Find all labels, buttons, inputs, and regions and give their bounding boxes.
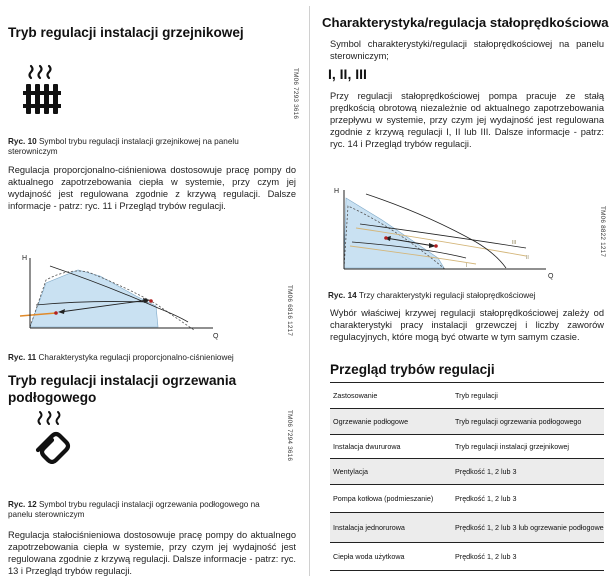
- figure-11-number: Ryc. 11: [8, 353, 37, 362]
- table-cell: Wentylacja: [330, 459, 452, 485]
- figure-14-curve-label-iii: III: [512, 240, 517, 246]
- table-cell: Tryb regulacji ogrzewania podłogowego: [452, 409, 604, 435]
- table-cell: Prędkość 1, 2 lub 3: [452, 485, 604, 513]
- table-row: [330, 543, 604, 571]
- table-row: [330, 383, 604, 409]
- right-column: [322, 0, 609, 584]
- section-body-constant-speed-2: Wybór właściwej krzywej regulacji stałoprędkościowej zależy od charakterystyki pracy instalacji grzewczej i liczby zaworów regulacyjnych, które mogą być otwarte w tym samym czasie.: [330, 308, 604, 342]
- constant-speed-symbol-text: Symbol charakterystyki/regulacji stałoprędkościowej na panelu sterowniczym;: [330, 39, 604, 61]
- figure-14-caption: [328, 291, 606, 301]
- figure-14-chart: [326, 184, 576, 280]
- section-title-floor-heating: Tryb regulacji instalacji ogrzewania podłogowego: [8, 373, 237, 405]
- table-row: [330, 435, 604, 459]
- section-title-radiator: Tryb regulacji instalacji grzejnikowej: [8, 25, 244, 40]
- figure-14-code: TM06 8822 1217: [599, 206, 606, 258]
- table-row: [330, 513, 604, 543]
- overview-title: Przegląd trybów regulacji: [330, 362, 495, 377]
- table-cell: Pompa kotłowa (podmieszanie): [330, 485, 452, 513]
- table-cell: Instalacja jednorurowa: [330, 513, 452, 543]
- table-cell-header: Tryb regulacji: [452, 383, 604, 409]
- left-column: [8, 0, 299, 584]
- figure-14-curve-label-ii: II: [526, 255, 529, 261]
- table-row: [330, 409, 604, 435]
- figure-12-code: TM06 7294 3616: [286, 410, 293, 462]
- figure-11-text: Charakterystyka regulacji proporcjonalno-ciśnieniowej: [38, 353, 234, 362]
- table-cell: Ciepła woda użytkowa: [330, 543, 452, 571]
- figure-14-number: Ryc. 14: [328, 291, 357, 300]
- section-body-radiator: Regulacja proporcjonalno-ciśnieniowa dostosowuje pracę pompy do aktualnego zapotrzebowania ciepła w systemie, przy czym jej wydajność jest regulowana zgodnie z krzywą regulacji. Dalsze informacje - patrz: ryc. 11 i Przegląd trybów regulacji.: [8, 165, 296, 211]
- figure-10-number: Ryc. 10: [8, 137, 37, 146]
- table-row: [330, 459, 604, 485]
- table-cell: Tryb regulacji instalacji grzejnikowej: [452, 435, 604, 459]
- floor-heating-symbol-icon: [30, 410, 74, 464]
- figure-11-caption: [8, 353, 296, 363]
- table-cell-header: Zastosowanie: [330, 383, 452, 409]
- figure-12-caption: [8, 500, 286, 520]
- figure-14-axis-q: Q: [548, 273, 554, 280]
- overview-table: [330, 382, 604, 571]
- figure-10-text: Symbol trybu regulacji instalacji grzejnikowej na panelu sterowniczym: [8, 137, 239, 156]
- roman-speed-symbols: I, II, III: [328, 66, 367, 82]
- figure-11-code: TM06 6816 1217: [286, 285, 293, 337]
- figure-10-code: TM06 7293 3616: [292, 68, 299, 120]
- column-divider: [309, 6, 310, 576]
- section-body-floor-heating: Regulacja stałociśnieniowa dostosowuje pracę pompy do aktualnego zapotrzebowania ciepła w systemie, przy czym jej wydajność jest regulowana zgodnie z krzywą regulacji. Dalsze informacje - patrz: ryc. 13 i Przegląd trybów regulacji.: [8, 530, 296, 576]
- figure-10-caption: [8, 137, 286, 157]
- figure-11-axis-q: Q: [213, 333, 219, 340]
- figure-14-curve-label-i: I: [466, 263, 468, 269]
- table-cell: Prędkość 1, 2 lub 3 lub ogrzewanie podłogowe: [452, 513, 604, 543]
- table-cell: Prędkość 1, 2 lub 3: [452, 543, 604, 571]
- table-cell: Prędkość 1, 2 lub 3: [452, 459, 604, 485]
- figure-14-axis-h: H: [334, 188, 340, 195]
- figure-11-axis-h: H: [22, 255, 28, 262]
- section-body-constant-speed: Przy regulacji stałoprędkościowej pompa pracuje ze stałą prędkością obrotową niezależnie od aktualnego zapotrzebowania przepływu w systemie, przy czym jej wydajność jest regulowana zgodnie z krzywą regulacji I, II lub III. Dalsze informacje - patrz: ryc. 14 i Przegląd trybów regulacji.: [330, 91, 604, 149]
- table-cell: Ogrzewanie podłogowe: [330, 409, 452, 435]
- table-row: [330, 485, 604, 513]
- table-cell: Instalacja dwururowa: [330, 435, 452, 459]
- figure-12-number: Ryc. 12: [8, 500, 37, 509]
- figure-14-text: Trzy charakterystyki regulacji stałoprędkościowej: [358, 291, 536, 300]
- figure-12-text: Symbol trybu regulacji instalacji ogrzewania podłogowego na panelu sterowniczym: [8, 500, 260, 519]
- figure-11-chart: [8, 250, 286, 340]
- section-title-constant-speed: Charakterystyka/regulacja stałoprędkościowa: [322, 15, 609, 30]
- radiator-symbol-icon: [22, 64, 62, 120]
